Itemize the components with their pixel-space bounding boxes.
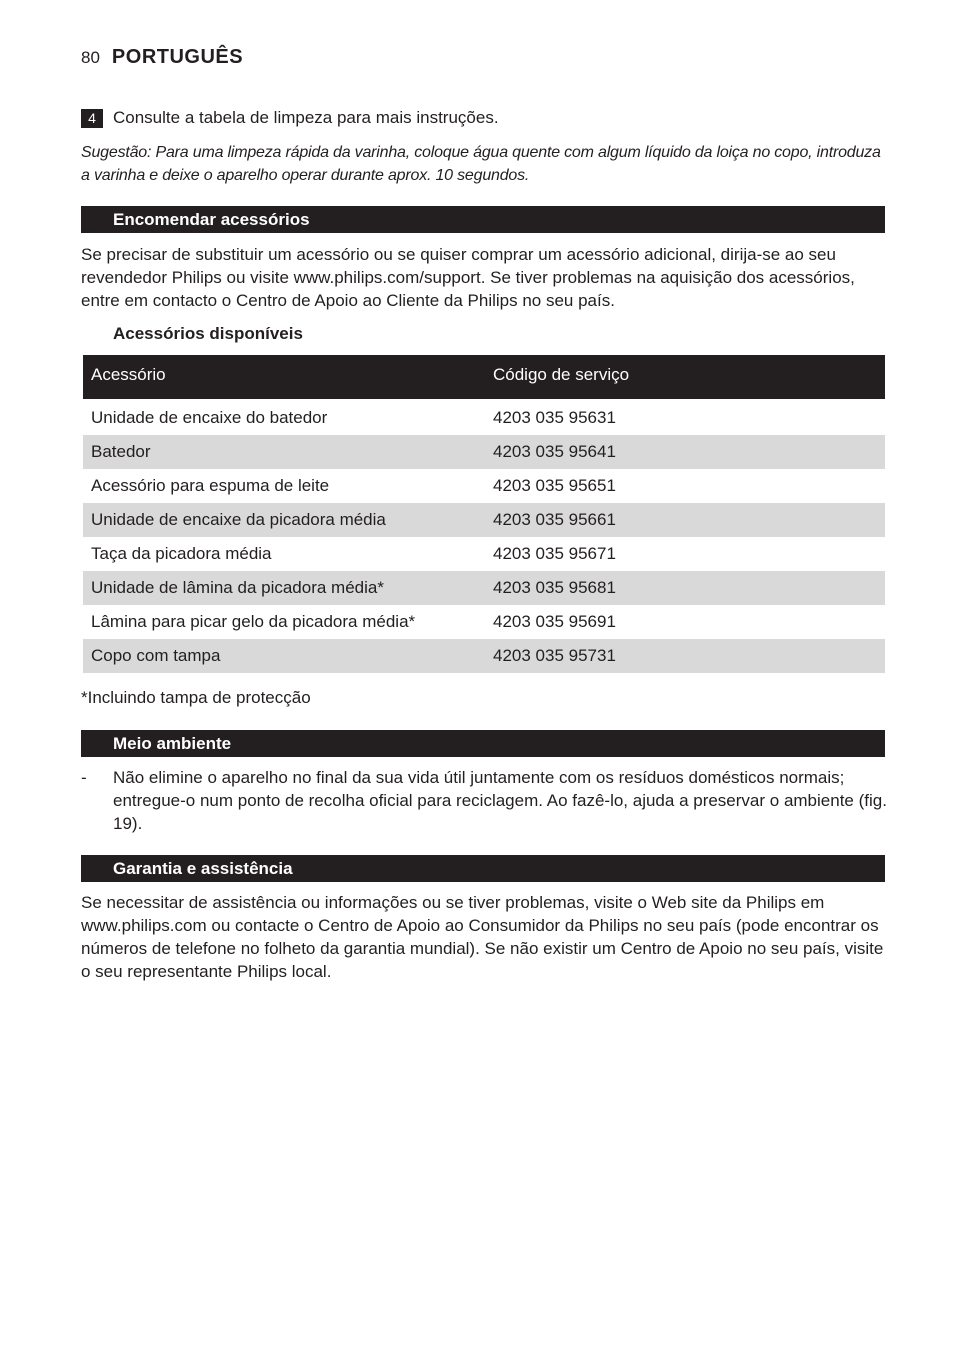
step-item: [81, 108, 499, 128]
accessory-cell: Unidade de encaixe da picadora média: [83, 503, 485, 537]
service-code-cell: 4203 035 95651: [493, 476, 616, 495]
column-header-accessory: Acessório: [83, 355, 485, 399]
section-header-warranty: Garantia e assistência: [81, 855, 885, 882]
environment-bullet-text: Não elimine o aparelho no final da sua vida útil juntamente com os resíduos domésticos normais; entregue-o num ponto de recolha oficial para reciclagem. Ao fazê-lo, ajuda a preservar o ambiente (fig. 19).: [113, 768, 887, 833]
table-row: [83, 639, 885, 673]
accessory-cell: Acessório para espuma de leite: [91, 476, 330, 495]
service-code-cell: 4203 035 95681: [485, 571, 885, 605]
accessory-cell: Copo com tampa: [83, 639, 485, 673]
service-code-cell: 4203 035 95641: [485, 435, 885, 469]
accessory-cell: Lâmina para picar gelo da picadora média*: [91, 612, 416, 631]
table-row: [83, 503, 885, 537]
table-header-row: [83, 355, 885, 399]
column-header-service-code: Código de serviço: [485, 355, 885, 399]
accessory-cell: Unidade de encaixe do batedor: [91, 408, 328, 427]
tip-text: Sugestão: Para uma limpeza rápida da varinha, coloque água quente com algum líquido da loiça no copo, introduza a varinha e deixe o aparelho operar durante aprox. 10 segundos.: [81, 144, 881, 184]
service-code-cell: 4203 035 95661: [485, 503, 885, 537]
table-row: [83, 469, 885, 503]
table-footnote: *Incluindo tampa de protecção: [81, 688, 311, 707]
available-accessories-heading: Acessórios disponíveis: [113, 324, 303, 343]
order-accessories-paragraph: Se precisar de substituir um acessório ou se quiser comprar um acessório adicional, dirija-se ao seu revendedor Philips ou visite www.philips.com/support. Se tiver problemas na aquisição dos acessórios, entre em contacto o Centro de Apoio ao Cliente da Philips no seu país.: [81, 245, 855, 310]
accessory-cell: Unidade de lâmina da picadora média*: [83, 571, 485, 605]
service-code-cell: 4203 035 95631: [493, 408, 616, 427]
step-text: Consulte a tabela de limpeza para mais instruções.: [113, 108, 499, 127]
table-row: [83, 571, 885, 605]
accessories-table: [83, 355, 885, 673]
language-title: PORTUGUÊS: [111, 46, 244, 68]
bullet-marker: -: [81, 768, 87, 787]
step-number-badge: 4: [81, 109, 103, 128]
section-header-environment: Meio ambiente: [81, 730, 885, 757]
table-row: [83, 605, 885, 639]
table-row: [83, 435, 885, 469]
service-code-cell: 4203 035 95691: [493, 612, 616, 631]
warranty-paragraph: Se necessitar de assistência ou informações ou se tiver problemas, visite o Web site da Philips em www.philips.com ou contacte o Centro de Apoio ao Consumidor da Philips no seu país (pode encontrar os números de telefone no folheto da garantia mundial). Se não existir um Centro de Apoio no seu país, visite o seu representante Philips local.: [81, 893, 884, 981]
page-number: 80: [81, 48, 100, 67]
page-header: [81, 46, 243, 76]
accessory-cell: Taça da picadora média: [91, 544, 272, 563]
service-code-cell: 4203 035 95731: [485, 639, 885, 673]
environment-bullet: [81, 766, 889, 835]
section-header-order-accessories: Encomendar acessórios: [81, 206, 885, 233]
accessory-cell: Batedor: [83, 435, 485, 469]
table-row: [83, 401, 885, 435]
service-code-cell: 4203 035 95671: [493, 544, 616, 563]
table-row: [83, 537, 885, 571]
